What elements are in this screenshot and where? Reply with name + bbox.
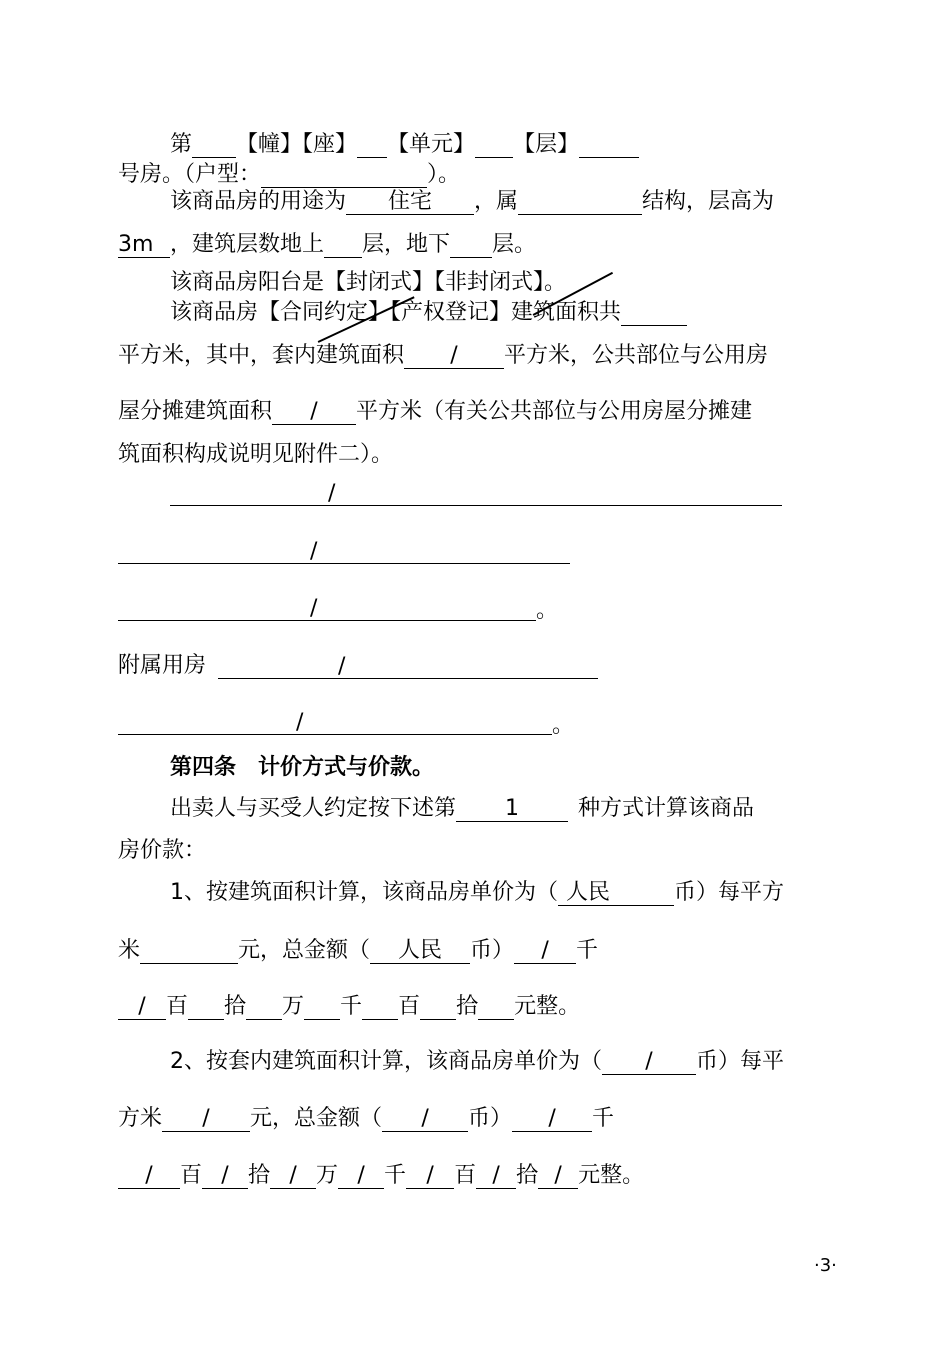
method-2-label: 2、按套内建筑面积计算，该商品房单价为（: [170, 1049, 602, 1074]
method-2-total-label: 元，总金额（: [250, 1106, 383, 1131]
method-2-sqm-label: 方米: [118, 1106, 163, 1131]
block-field[interactable]: [357, 129, 387, 160]
blank-rule-4-end: 。: [552, 713, 575, 738]
inner-area-label: 平方米，其中，套内建筑面积: [118, 343, 405, 368]
method-1-line: [170, 878, 784, 908]
building-option: 【幢】: [236, 132, 303, 157]
method-label: 出卖人与买受人约定按下述第: [170, 796, 457, 821]
method-2-unit-6: 元整。: [578, 1163, 645, 1188]
inner-area-value: /: [450, 343, 458, 368]
method-2-digit-0-value: /: [145, 1163, 153, 1188]
method-2-unit-5: 拾: [516, 1163, 539, 1188]
blank-rule-1-slash: /: [328, 481, 336, 506]
blank-rule-3-end: 。: [536, 598, 559, 623]
method-1-digit-3[interactable]: [304, 991, 340, 1022]
balcony-end: 。: [544, 270, 567, 295]
balcony-label: 该商品房阳台是: [170, 270, 325, 295]
method-value: 1: [505, 796, 520, 821]
method-1-unit-label: 币）每平方: [674, 880, 785, 905]
method-2-thousand-unit: 千: [592, 1106, 615, 1131]
method-2-digit-6[interactable]: [538, 1161, 578, 1191]
method-2-currency-end: 币）: [468, 1106, 513, 1131]
floors-above-label: ，建筑层数地上: [170, 232, 325, 257]
method-2-digit-6-value: /: [554, 1163, 562, 1188]
use-value: 住宅: [388, 189, 433, 214]
floors-above-field[interactable]: [324, 229, 362, 260]
method-2-currency-value: /: [645, 1049, 653, 1074]
method-1-total-line: [118, 935, 598, 966]
structure-field[interactable]: [518, 186, 642, 217]
unit-field[interactable]: [475, 129, 513, 160]
use-field[interactable]: [346, 187, 474, 217]
method-2-thousand-value: /: [548, 1106, 556, 1131]
height-field[interactable]: [118, 230, 170, 260]
method-1-digit-6[interactable]: [478, 991, 514, 1022]
method-1-thousand-value: /: [541, 938, 549, 963]
method-2-digit-3[interactable]: [338, 1161, 384, 1191]
method-1-total-currency-field[interactable]: [370, 936, 470, 966]
method-2-total-currency-value: /: [421, 1106, 429, 1131]
method-label-end: 种方式计算该商品: [578, 796, 755, 821]
method-1-unit-2: 万: [282, 994, 305, 1019]
method-1-sqm-label: 米: [118, 938, 141, 963]
blank-rule-4[interactable]: [118, 734, 552, 735]
shared-area-field[interactable]: [272, 397, 356, 427]
method-2-unit-3: 千: [384, 1163, 407, 1188]
method-2-total-currency-field[interactable]: [382, 1104, 468, 1134]
room-type-close: ）。: [427, 162, 461, 187]
blank-rule-3-slash: /: [310, 596, 318, 621]
height-label: 结构，层高为: [642, 189, 775, 214]
method-2-digit-1[interactable]: [202, 1161, 248, 1191]
method-1-price-field[interactable]: [140, 935, 238, 966]
floors-end: 层。: [492, 232, 537, 257]
method-1-digit-5[interactable]: [420, 991, 456, 1022]
method-2-digit-5[interactable]: [476, 1161, 516, 1191]
method-2-digit-2[interactable]: [270, 1161, 316, 1191]
method-1-unit-5: 拾: [456, 994, 479, 1019]
annex-room-slash: /: [338, 654, 346, 679]
block-option: 【座】: [302, 132, 358, 157]
method-2-unit-1: 拾: [248, 1163, 271, 1188]
annex-ref-text: 筑面积构成说明见附件二）。: [118, 442, 394, 467]
method-field[interactable]: [456, 794, 568, 824]
method-1-unit-0: 百: [166, 994, 189, 1019]
total-area-label: 建筑面积共: [511, 300, 622, 325]
annex-room-label: 附属用房: [118, 653, 207, 678]
shared-area-value: /: [310, 399, 318, 424]
inner-area-line: [118, 341, 768, 371]
structure-label: ，属: [474, 189, 519, 214]
method-1-thousand-unit: 千: [576, 938, 599, 963]
method-2-currency-field[interactable]: [602, 1047, 696, 1077]
article-4-title: 第四条 计价方式与价款。: [170, 755, 435, 780]
annex-ref-line: [118, 440, 393, 470]
unit-option: 【单元】: [387, 132, 476, 157]
method-2-total-line: [118, 1104, 614, 1134]
method-2-price-value: /: [202, 1106, 210, 1131]
balcony-line: [170, 268, 566, 298]
method-2-digit-3-value: /: [357, 1163, 365, 1188]
room-type-label: 号房。（户型：: [118, 162, 262, 187]
method-1-label: 1、按建筑面积计算，该商品房单价为（: [170, 880, 558, 905]
method-2-thousand-field[interactable]: [512, 1104, 592, 1134]
blank-rule-4-slash: /: [296, 710, 304, 735]
unit-line: [170, 129, 639, 160]
method-1-currency-value: 人民: [566, 880, 611, 905]
use-label: 该商品房的用途为: [170, 189, 347, 214]
area-line: [170, 297, 687, 328]
total-area-field[interactable]: [621, 297, 687, 328]
method-line: [170, 794, 754, 824]
floors-below-field[interactable]: [450, 229, 492, 260]
area-option-registration[interactable]: 【产权登记】: [390, 300, 512, 325]
method-1-hundred-value: /: [138, 994, 146, 1019]
price-label-line: 房价款：: [118, 838, 207, 863]
blank-rule-2-slash: /: [310, 539, 318, 564]
method-2-unit-2: 万: [316, 1163, 339, 1188]
area-option-contract[interactable]: 【合同约定】: [258, 300, 391, 325]
method-2-line: [170, 1047, 784, 1077]
floors-below-label: 层，地下: [362, 232, 451, 257]
method-1-digit-4[interactable]: [362, 991, 398, 1022]
blank-rule-1[interactable]: [170, 505, 782, 506]
balcony-option-open[interactable]: 【非封闭式】: [434, 270, 545, 295]
method-1-currency-field[interactable]: [558, 878, 674, 908]
method-2-digit-4[interactable]: [406, 1161, 454, 1191]
floor-option: 【层】: [513, 132, 580, 157]
public-area-label: 平方米，公共部位与公用房: [504, 343, 769, 368]
method-2-amount-line: [118, 1161, 644, 1191]
method-1-unit-1: 拾: [224, 994, 247, 1019]
method-1-thousand-field[interactable]: [514, 936, 576, 966]
shared-area-label: 屋分摊建筑面积: [118, 399, 273, 424]
floors-line: [118, 229, 536, 260]
method-2-digit-1-value: /: [221, 1163, 229, 1188]
method-2-digit-5-value: /: [492, 1163, 500, 1188]
inner-area-field[interactable]: [404, 341, 504, 371]
method-1-digit-2[interactable]: [246, 991, 282, 1022]
method-1-total-label: 元，总金额（: [238, 938, 371, 963]
building-field[interactable]: [192, 129, 236, 160]
blank-rule-2[interactable]: [118, 563, 570, 564]
method-1-total-currency-value: 人民: [398, 938, 443, 963]
blank-rule-3[interactable]: [118, 620, 536, 621]
method-2-unit-label: 币）每平: [696, 1049, 785, 1074]
method-2-price-field[interactable]: [162, 1104, 250, 1134]
method-1-hundred-field[interactable]: [118, 992, 166, 1022]
method-1-currency-end: 币）: [470, 938, 515, 963]
page-number: ·3·: [814, 1255, 837, 1276]
floor-field[interactable]: [579, 129, 639, 160]
method-2-unit-0: 百: [180, 1163, 203, 1188]
unit-prefix: 第: [170, 132, 193, 157]
shared-area-note: 平方米（有关公共部位与公用房屋分摊建: [356, 399, 753, 424]
method-2-digit-2-value: /: [289, 1163, 297, 1188]
method-1-amount-line: [118, 991, 580, 1022]
shared-area-line: [118, 397, 752, 427]
method-2-unit-4: 百: [454, 1163, 477, 1188]
area-label: 该商品房: [170, 300, 259, 325]
height-value: 3m: [118, 232, 154, 257]
method-1-digit-1[interactable]: [188, 991, 224, 1022]
method-2-digit-0[interactable]: [118, 1161, 180, 1191]
method-1-unit-6: 元整。: [514, 994, 581, 1019]
balcony-option-closed[interactable]: 【封闭式】: [324, 270, 435, 295]
method-2-digit-4-value: /: [426, 1163, 434, 1188]
annex-room-rule[interactable]: [218, 678, 598, 679]
method-1-unit-4: 百: [398, 994, 421, 1019]
method-1-unit-3: 千: [340, 994, 363, 1019]
use-line: [170, 186, 774, 217]
